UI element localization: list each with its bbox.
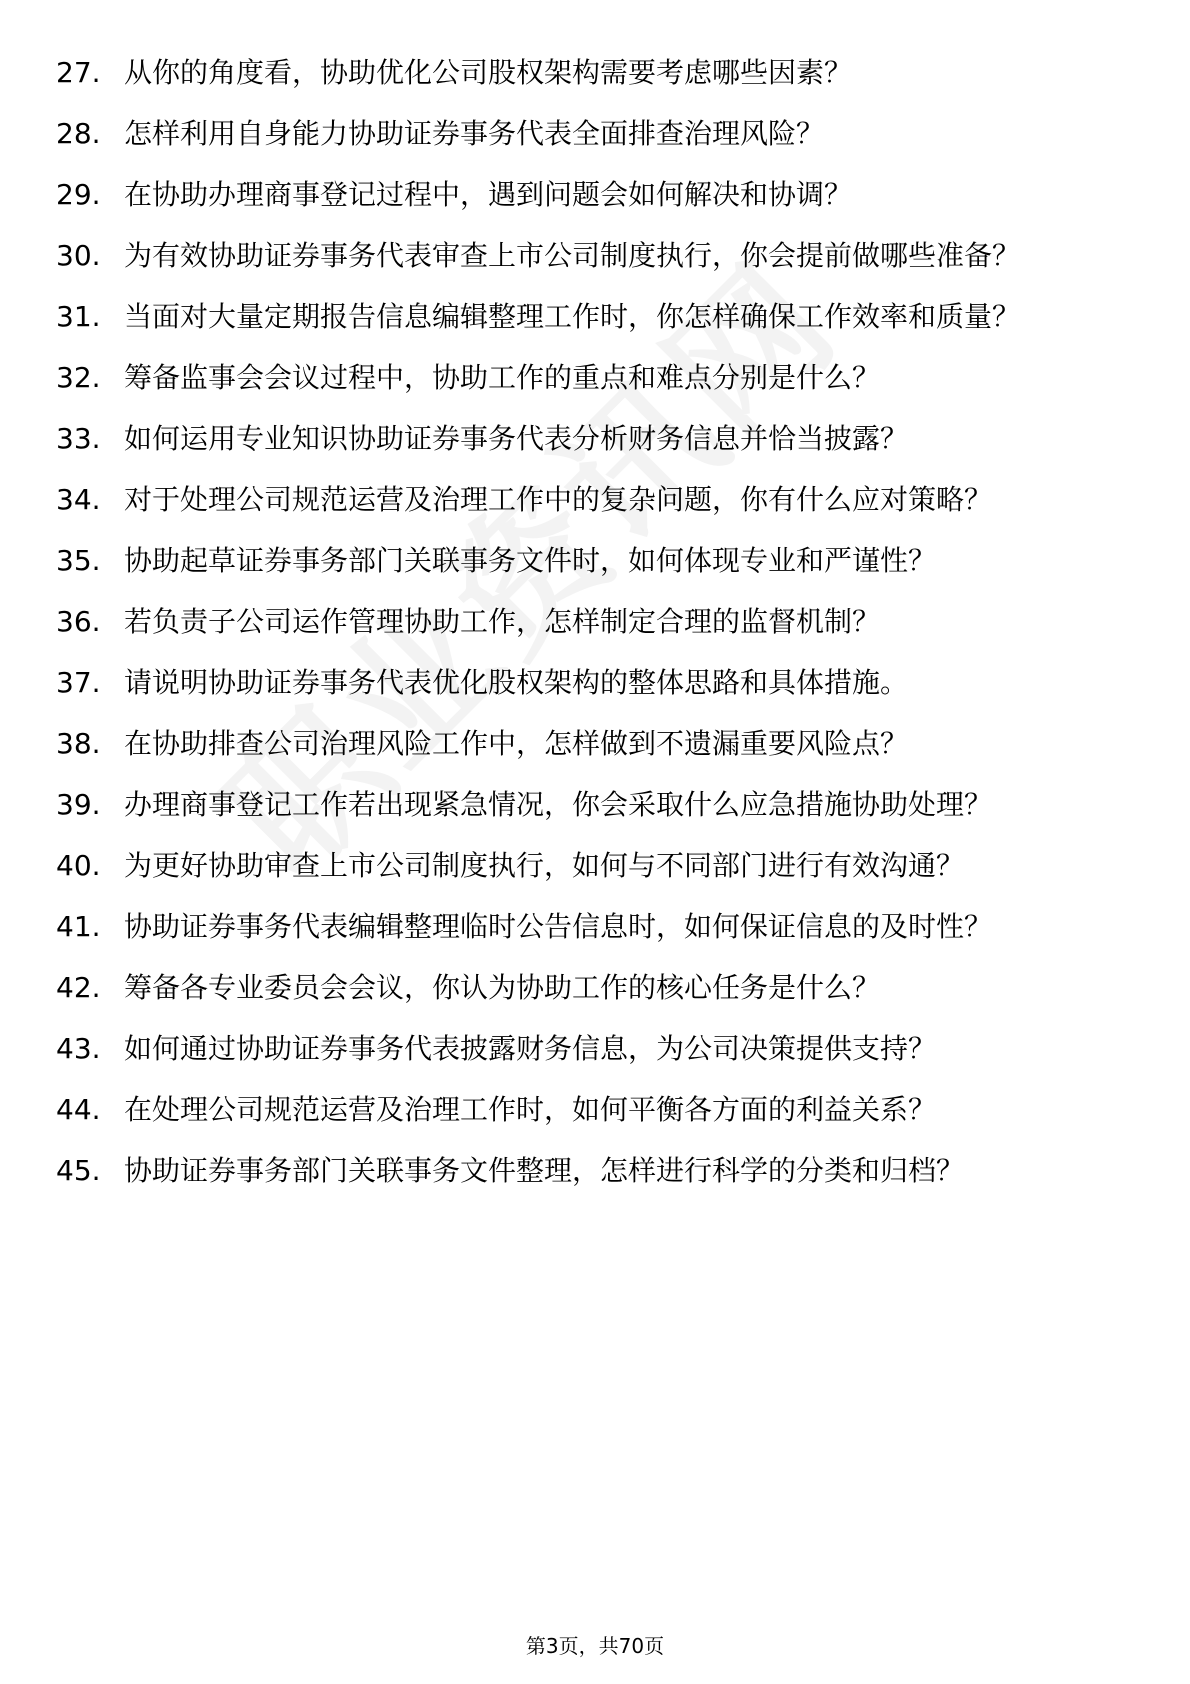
question-text: 协助起草证券事务部门关联事务文件时，如何体现专业和严谨性？ — [124, 544, 937, 577]
question-item — [56, 845, 1126, 887]
question-number: 33. — [56, 422, 101, 455]
question-text: 在协助办理商事登记过程中，遇到问题会如何解决和协调？ — [124, 178, 853, 211]
question-number: 34. — [56, 483, 101, 516]
question-number: 39. — [56, 788, 101, 821]
question-item — [56, 723, 1126, 765]
question-number: 31. — [56, 300, 101, 333]
question-text: 办理商事登记工作若出现紧急情况，你会采取什么应急措施协助处理？ — [124, 788, 993, 821]
question-text: 若负责子公司运作管理协助工作，怎样制定合理的监督机制？ — [124, 605, 881, 638]
question-number: 40. — [56, 849, 101, 882]
question-number: 37. — [56, 666, 101, 699]
question-number: 38. — [56, 727, 101, 760]
question-item — [56, 662, 1126, 704]
question-text: 对于处理公司规范运营及治理工作中的复杂问题，你有什么应对策略？ — [124, 483, 993, 516]
question-item — [56, 174, 1126, 216]
question-text: 筹备监事会会议过程中，协助工作的重点和难点分别是什么？ — [124, 361, 881, 394]
question-item — [56, 235, 1126, 277]
page-footer — [0, 1633, 1190, 1659]
question-text: 在处理公司规范运营及治理工作时，如何平衡各方面的利益关系？ — [124, 1093, 937, 1126]
question-item — [56, 601, 1126, 643]
question-item — [56, 418, 1126, 460]
question-item — [56, 113, 1126, 155]
page-number: 第3页，共70页 — [525, 1634, 665, 1658]
question-list — [56, 52, 1126, 1211]
question-text: 如何通过协助证券事务代表披露财务信息，为公司决策提供支持？ — [124, 1032, 937, 1065]
question-text: 请说明协助证券事务代表优化股权架构的整体思路和具体措施。 — [124, 666, 909, 699]
question-item — [56, 1089, 1126, 1131]
question-number: 29. — [56, 178, 101, 211]
question-number: 41. — [56, 910, 101, 943]
question-number: 42. — [56, 971, 101, 1004]
question-text: 协助证券事务代表编辑整理临时公告信息时，如何保证信息的及时性？ — [124, 910, 993, 943]
question-item — [56, 296, 1126, 338]
question-item — [56, 540, 1126, 582]
question-text: 筹备各专业委员会会议，你认为协助工作的核心任务是什么？ — [124, 971, 881, 1004]
question-number: 27. — [56, 56, 101, 89]
question-text: 当面对大量定期报告信息编辑整理工作时，你怎样确保工作效率和质量？ — [124, 300, 1021, 333]
question-item — [56, 967, 1126, 1009]
question-item — [56, 906, 1126, 948]
question-text: 为有效协助证券事务代表审查上市公司制度执行，你会提前做哪些准备？ — [124, 239, 1021, 272]
question-number: 35. — [56, 544, 101, 577]
question-text: 怎样利用自身能力协助证券事务代表全面排查治理风险？ — [124, 117, 825, 150]
question-number: 43. — [56, 1032, 101, 1065]
question-item — [56, 357, 1126, 399]
question-text: 为更好协助审查上市公司制度执行，如何与不同部门进行有效沟通？ — [124, 849, 965, 882]
question-number: 44. — [56, 1093, 101, 1126]
question-number: 36. — [56, 605, 101, 638]
question-item — [56, 52, 1126, 94]
question-text: 在协助排查公司治理风险工作中，怎样做到不遗漏重要风险点？ — [124, 727, 909, 760]
question-text: 从你的角度看，协助优化公司股权架构需要考虑哪些因素？ — [124, 56, 853, 89]
question-number: 32. — [56, 361, 101, 394]
question-item — [56, 479, 1126, 521]
question-item — [56, 784, 1126, 826]
question-number: 30. — [56, 239, 101, 272]
question-text: 协助证券事务部门关联事务文件整理，怎样进行科学的分类和归档？ — [124, 1154, 965, 1187]
question-text: 如何运用专业知识协助证券事务代表分析财务信息并恰当披露？ — [124, 422, 909, 455]
question-number: 45. — [56, 1154, 101, 1187]
question-number: 28. — [56, 117, 101, 150]
question-item — [56, 1150, 1126, 1192]
question-item — [56, 1028, 1126, 1070]
